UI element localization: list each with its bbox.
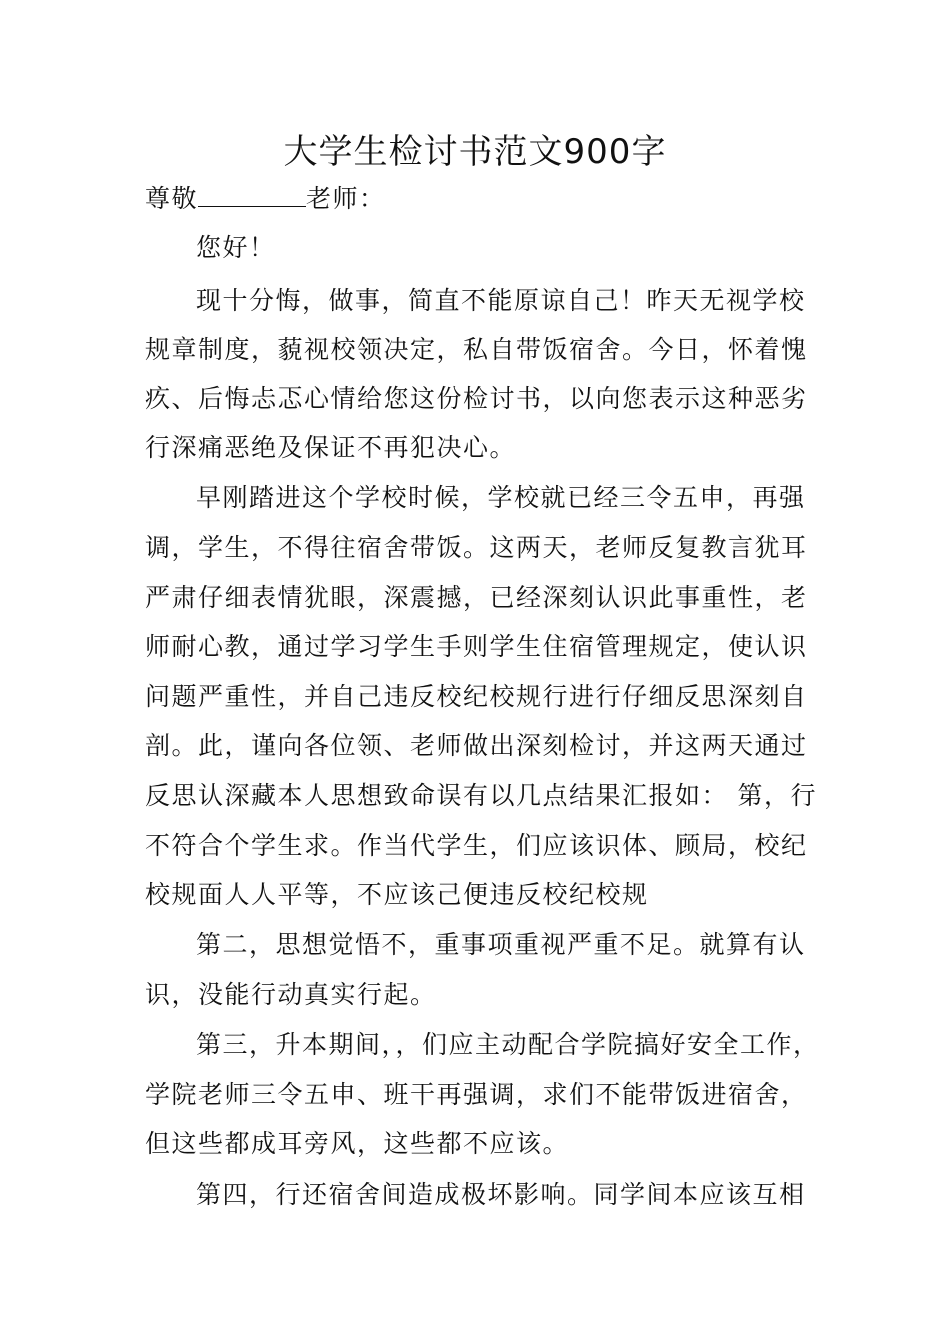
paragraph-line: 但这些都成耳旁风，这些都不应该。 bbox=[145, 1129, 570, 1158]
paragraph-line: 第三，升本期间，，们应主动配合学院搞好安全工作， bbox=[196, 1030, 820, 1059]
paragraph-line: 学院老师三令五申、班干再强调，求们不能带饭进宿舍， bbox=[145, 1080, 808, 1109]
paragraph-line: 规章制度，藐视校领决定，私自带饭宿舍。今日，怀着愧 bbox=[145, 335, 808, 364]
paragraph-line: 第二，思想觉悟不，重事项重视严重不足。就算有认 bbox=[196, 930, 806, 959]
document-title: 大学生检讨书范文900字 bbox=[283, 132, 667, 172]
salutation-suffix: 老师： bbox=[306, 184, 386, 213]
paragraph-line: 问题严重性，并自己违反校纪校规行进行仔细反思深刻自 bbox=[145, 682, 808, 711]
salutation bbox=[145, 184, 386, 214]
paragraph-line: 早刚踏进这个学校时候，学校就已经三令五申，再强 bbox=[196, 483, 806, 512]
salutation-prefix: 尊敬 bbox=[145, 184, 199, 213]
paragraph-line: 调，学生，不得往宿舍带饭。这两天，老师反复教言犹耳 bbox=[145, 533, 808, 562]
paragraph-line: 剖。此，谨向各位领、老师做出深刻检讨，并这两天通过 bbox=[145, 731, 808, 760]
greeting: 您好！ bbox=[196, 233, 276, 262]
paragraph-line: 第四，行还宿舍间造成极坏影响。同学间本应该互相 bbox=[196, 1180, 806, 1209]
paragraph-line: 校规面人人平等，不应该己便违反校纪校规 bbox=[145, 880, 649, 909]
name-blank bbox=[198, 186, 306, 207]
paragraph-line: 师耐心教，通过学习学生手则学生住宿管理规定，使认识 bbox=[145, 632, 808, 661]
paragraph-line: 疚、后悔忐忑心情给您这份检讨书，以向您表示这种恶劣 bbox=[145, 384, 808, 413]
paragraph-line: 现十分悔，做事，简直不能原谅自己！昨天无视学校 bbox=[196, 286, 806, 315]
paragraph-line: 严肃仔细表情犹眼，深震撼，已经深刻认识此事重性，老 bbox=[145, 583, 808, 612]
paragraph-line: 识，没能行动真实行起。 bbox=[145, 980, 437, 1009]
paragraph-line: 反思认深藏本人思想致命误有以几点结果汇报如： 第，行 bbox=[145, 781, 817, 810]
paragraph-line: 不符合个学生求。作当代学生，们应该识体、顾局，校纪 bbox=[145, 831, 808, 860]
paragraph-line: 行深痛恶绝及保证不再犯决心。 bbox=[145, 433, 517, 462]
